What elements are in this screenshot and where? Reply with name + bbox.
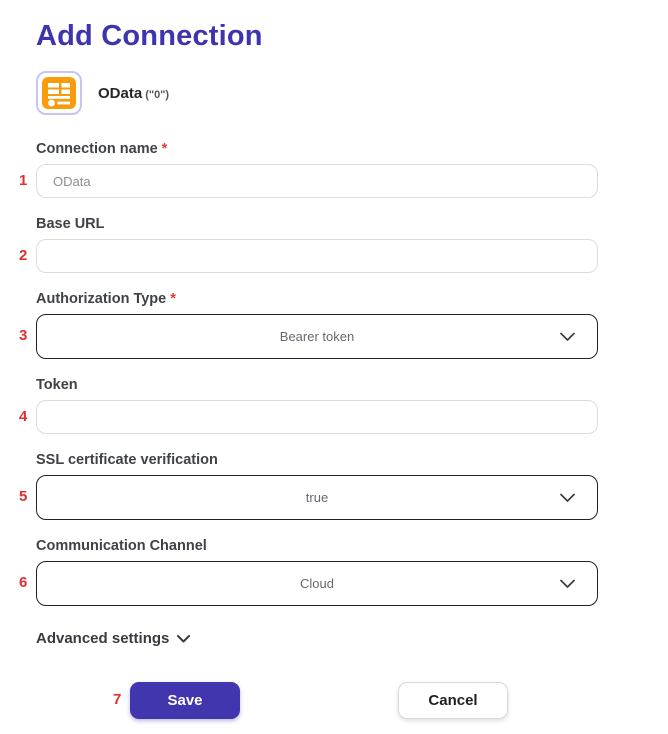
annotation-marker-4: 4 bbox=[19, 408, 28, 425]
label-text: SSL certificate verification bbox=[36, 452, 218, 468]
token-label bbox=[36, 377, 598, 393]
annotation-marker-2: 2 bbox=[19, 247, 28, 264]
odata-table-icon bbox=[42, 77, 76, 109]
base-url-label bbox=[36, 216, 598, 232]
communication-channel-value: Cloud bbox=[300, 576, 334, 591]
communication-channel-label bbox=[36, 538, 598, 554]
field-communication-channel bbox=[19, 538, 598, 606]
connector-name-suffix: ("0") bbox=[145, 88, 170, 101]
connector-name-text: OData bbox=[98, 84, 143, 102]
label-text: Base URL bbox=[36, 216, 105, 232]
authorization-type-value: Bearer token bbox=[279, 329, 355, 344]
buttons-row bbox=[36, 682, 598, 719]
odata-connector-badge bbox=[36, 71, 82, 115]
connection-name-label bbox=[36, 141, 598, 157]
annotation-marker-6: 6 bbox=[19, 574, 28, 591]
field-connection-name bbox=[19, 141, 598, 198]
required-asterisk: * bbox=[170, 291, 176, 307]
connection-name-input[interactable] bbox=[36, 164, 598, 198]
ssl-certificate-verification-value: true bbox=[305, 490, 329, 505]
advanced-settings-toggle[interactable] bbox=[36, 630, 598, 647]
chevron-down-icon bbox=[560, 579, 575, 588]
connector-name bbox=[98, 85, 169, 102]
annotation-marker-3: 3 bbox=[19, 327, 28, 344]
ssl-certificate-verification-label bbox=[36, 452, 598, 468]
label-text: Authorization Type bbox=[36, 291, 167, 307]
field-base-url bbox=[19, 216, 598, 273]
connector-row bbox=[36, 71, 598, 115]
page-title: Add Connection bbox=[36, 20, 263, 52]
ssl-certificate-verification-select[interactable] bbox=[36, 475, 598, 520]
save-button[interactable]: Save bbox=[130, 682, 240, 719]
field-ssl-certificate-verification bbox=[19, 452, 598, 520]
advanced-settings-label: Advanced settings bbox=[36, 630, 170, 647]
annotation-marker-7: 7 bbox=[113, 691, 122, 708]
cancel-button[interactable]: Cancel bbox=[398, 682, 508, 719]
field-token bbox=[19, 377, 598, 434]
communication-channel-select[interactable] bbox=[36, 561, 598, 606]
label-text: Communication Channel bbox=[36, 538, 207, 554]
label-text: Token bbox=[36, 377, 78, 393]
annotation-marker-1: 1 bbox=[19, 172, 28, 189]
chevron-down-icon bbox=[560, 493, 575, 502]
chevron-down-icon bbox=[560, 332, 575, 341]
annotation-marker-5: 5 bbox=[19, 488, 28, 505]
authorization-type-select[interactable] bbox=[36, 314, 598, 359]
required-asterisk: * bbox=[161, 141, 168, 157]
token-input[interactable] bbox=[36, 400, 598, 434]
field-authorization-type bbox=[19, 291, 598, 359]
chevron-down-icon bbox=[177, 635, 190, 643]
base-url-input[interactable] bbox=[36, 239, 598, 273]
label-text: Connection name bbox=[36, 141, 158, 157]
authorization-type-label bbox=[36, 291, 598, 307]
